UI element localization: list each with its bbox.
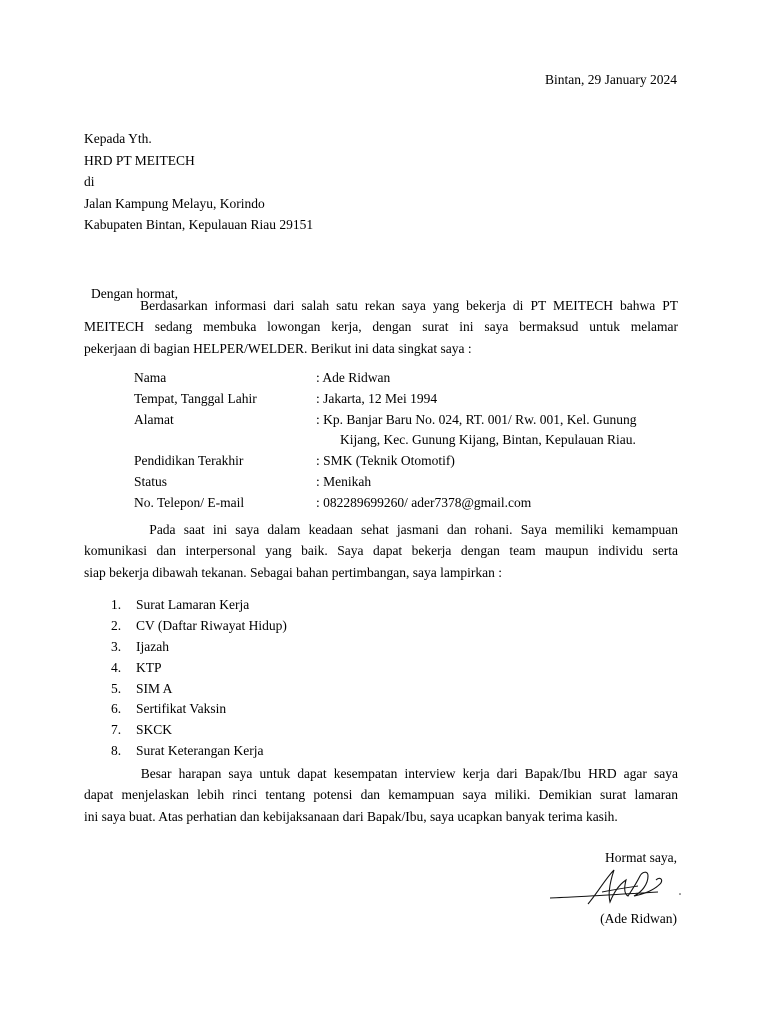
intro-paragraph — [84, 296, 678, 360]
paragraph-line: Besar harapan saya untuk dapat kesempatan interview kerja dari Bapak/Ibu HRD agar saya — [84, 766, 678, 781]
data-label: No. Telepon/ E-mail — [134, 494, 245, 510]
list-item — [111, 741, 287, 762]
data-row — [134, 430, 637, 451]
list-item — [111, 595, 287, 616]
list-item — [111, 699, 287, 720]
data-row — [134, 410, 637, 431]
paragraph-line: ini saya buat. Atas perhatian dan kebijaksanaan dari Bapak/Ibu, saya ucapkan banyak terima kasih. — [84, 808, 618, 824]
recipient-line: Jalan Kampung Melayu, Korindo — [84, 195, 265, 211]
data-value: : Kp. Banjar Baru No. 024, RT. 001/ Rw. 001, Kel. Gunung — [316, 411, 637, 427]
data-label: Pendidikan Terakhir — [134, 453, 244, 469]
list-label: Ijazah — [136, 638, 169, 654]
data-value: : Jakarta, 12 Mei 1994 — [316, 390, 438, 406]
personal-data-table — [134, 368, 637, 514]
data-value: : Menikah — [316, 473, 372, 489]
recipient-line: di — [84, 174, 95, 190]
list-number: 7. — [111, 722, 122, 738]
list-label: KTP — [136, 659, 162, 675]
body-paragraph — [84, 520, 678, 584]
list-label: Surat Lamaran Kerja — [136, 597, 250, 612]
recipient-block — [84, 129, 313, 237]
paragraph-line: dapat menjelaskan lebih rinci tentang potensi dan kemampuan saya miliki. Demikian surat lamaran — [84, 787, 678, 803]
data-label: Nama — [134, 370, 167, 385]
list-number: 8. — [111, 743, 122, 759]
closing-salutation: Hormat saya, — [605, 850, 677, 865]
attachment-list — [111, 595, 287, 762]
list-label: SIM A — [136, 680, 173, 696]
paragraph-line: Berdasarkan informasi dari salah satu rekan saya yang bekerja di PT MEITECH bahwa PT — [84, 298, 678, 313]
data-row — [134, 389, 637, 410]
recipient-line: Kabupaten Bintan, Kepulauan Riau 29151 — [84, 217, 314, 233]
list-item — [111, 679, 287, 700]
signatory-name: (Ade Ridwan) — [600, 911, 677, 926]
data-label: Alamat — [134, 411, 174, 427]
data-label: Tempat, Tanggal Lahir — [134, 390, 257, 406]
list-number: 4. — [111, 659, 122, 675]
paragraph-line: siap bekerja dibawah tekanan. Sebagai bahan pertimbangan, saya lampirkan : — [84, 564, 502, 580]
list-label: SKCK — [136, 722, 173, 738]
data-label: Status — [134, 473, 168, 489]
list-item — [111, 720, 287, 741]
signature-image — [548, 862, 684, 912]
list-number: 1. — [111, 597, 122, 612]
data-value: Kijang, Kec. Gunung Kijang, Bintan, Kepulauan Riau. — [340, 432, 636, 448]
data-row — [134, 368, 637, 389]
data-value: : 082289699260/ ader7378@gmail.com — [316, 494, 532, 510]
closing-paragraph — [84, 764, 678, 828]
list-number: 2. — [111, 617, 122, 633]
paragraph-line: Pada saat ini saya dalam keadaan sehat jasmani dan rohani. Saya memiliki kemampuan — [84, 522, 678, 537]
list-label: Surat Keterangan Kerja — [136, 743, 264, 759]
data-value: : Ade Ridwan — [316, 370, 391, 385]
list-item — [111, 658, 287, 679]
data-value: : SMK (Teknik Otomotif) — [316, 453, 455, 469]
data-row — [134, 493, 637, 514]
recipient-line: HRD PT MEITECH — [84, 152, 195, 168]
paragraph-line: pekerjaan di bagian HELPER/WELDER. Berikut ini data singkat saya : — [84, 340, 472, 356]
paragraph-line: MEITECH sedang membuka lowongan kerja, dengan surat ini saya bermaksud untuk melamar — [84, 319, 678, 335]
greeting: Dengan hormat, — [91, 286, 178, 301]
list-number: 3. — [111, 638, 122, 654]
data-row — [134, 472, 637, 493]
list-label: CV (Daftar Riwayat Hidup) — [136, 617, 287, 633]
list-item — [111, 637, 287, 658]
data-row — [134, 451, 637, 472]
recipient-line: Kepada Yth. — [84, 131, 152, 146]
list-item — [111, 616, 287, 637]
list-label: Sertifikat Vaksin — [136, 701, 227, 717]
paragraph-line: komunikasi dan interpersonal yang baik. Saya dapat bekerja dengan team maupun individu serta — [84, 543, 678, 559]
letter-date: Bintan, 29 January 2024 — [545, 72, 677, 87]
list-number: 6. — [111, 701, 122, 717]
list-number: 5. — [111, 680, 122, 696]
